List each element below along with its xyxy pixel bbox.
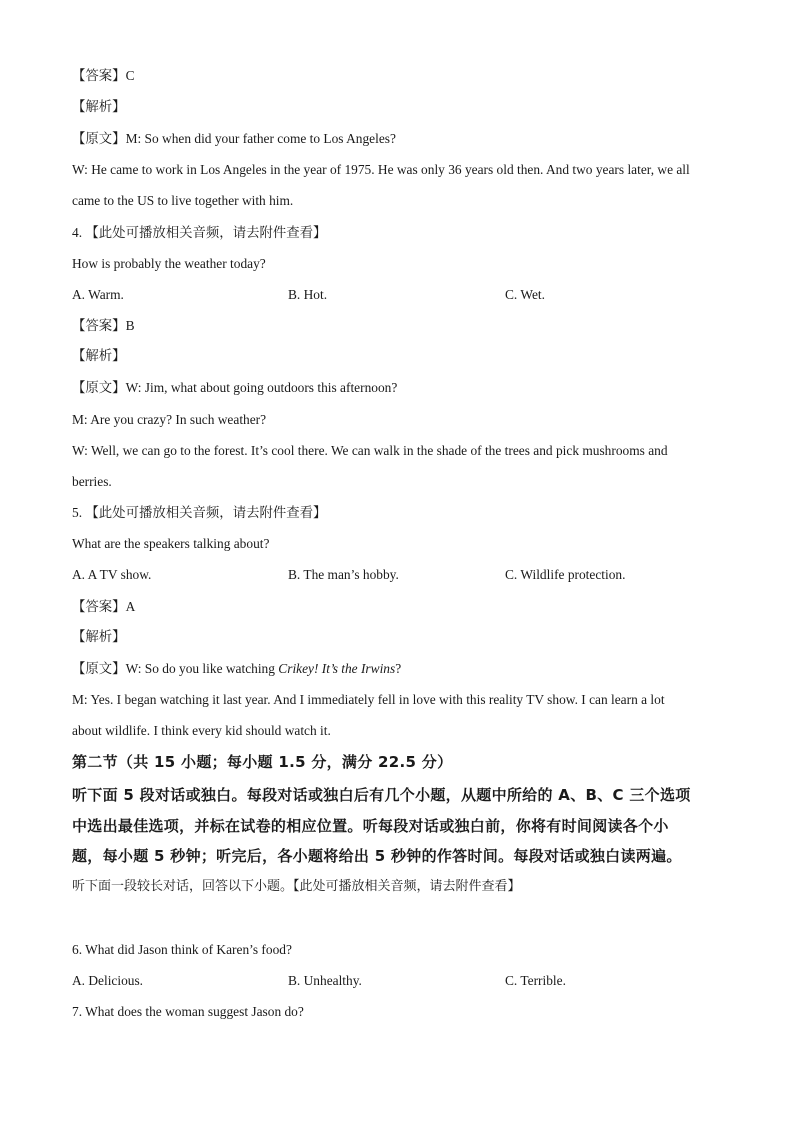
q5-header: [72, 504, 732, 523]
q4-analysis-label: 【解析】: [72, 349, 126, 364]
q5-option-b: B. The man’s hobby.: [288, 567, 399, 582]
question-number: 4.: [72, 225, 83, 240]
transcript-text-pre: W: So do you like watching: [125, 661, 279, 676]
transcript-text: M: So when did your father come to Los Angeles?: [125, 131, 396, 146]
q4-transcript-line-3: W: Well, we can go to the forest. It’s cool there. We can walk in the shade of the trees and pick mushrooms and: [72, 443, 668, 458]
q4-question: How is probably the weather today?: [72, 256, 266, 271]
q7-question: 7. What does the woman suggest Jason do?: [72, 1004, 304, 1019]
show-title: Crikey! It’s the Irwins: [278, 661, 396, 676]
section-instruction-line-2: 中选出最佳选项，并标在试卷的相应位置。听每段对话或独白前，你将有时间阅读各个小: [72, 817, 669, 835]
q6-option-c: C. Terrible.: [505, 973, 566, 988]
q4-transcript-line-1: [72, 379, 732, 398]
q5-transcript-line-1: [72, 660, 732, 679]
q5-answer: [72, 598, 732, 617]
answer-label: 【答案】: [72, 600, 126, 615]
q4-answer: [72, 317, 732, 336]
q6-question: 6. What did Jason think of Karen’s food?: [72, 942, 292, 957]
q5-question: What are the speakers talking about?: [72, 536, 270, 551]
answer-label: 【答案】: [72, 69, 126, 84]
section-heading: 第二节（共 15 小题；每小题 1.5 分，满分 22.5 分）: [72, 753, 453, 771]
transcript-text: W: Jim, what about going outdoors this afternoon?: [125, 380, 398, 395]
q3-answer: [72, 67, 732, 86]
q5-transcript-line-3: about wildlife. I think every kid should watch it.: [72, 723, 331, 738]
q4-transcript-line-4: berries.: [72, 474, 112, 489]
transcript-label: 【原文】: [72, 132, 126, 147]
q6-option-b: B. Unhealthy.: [288, 973, 362, 988]
answer-value: C: [125, 68, 135, 83]
section-instruction-line-1: 听下面 5 段对话或独白。每段对话或独白后有几个小题，从题中所给的 A、B、C 三个选项: [72, 786, 691, 804]
q4-option-b: B. Hot.: [288, 287, 328, 302]
q3-transcript-line-1: [72, 130, 732, 149]
answer-value: B: [125, 318, 135, 333]
answer-value: A: [125, 599, 136, 614]
transcript-text-post: ?: [395, 661, 402, 676]
q5-option-a: A. A TV show.: [72, 567, 152, 582]
section-instruction-line-3: 题，每小题 5 秒钟；听完后，各小题将给出 5 秒钟的作答时间。每段对话或独白读两遍。: [72, 847, 682, 865]
q5-transcript-line-2: M: Yes. I began watching it last year. And I immediately fell in love with this reality TV show. I can learn a lot: [72, 692, 665, 707]
q4-option-a: A. Warm.: [72, 287, 124, 302]
q3-transcript-line-2: W: He came to work in Los Angeles in the year of 1975. He was only 36 years old then. And two years later, we all: [72, 162, 690, 177]
transcript-label: 【原文】: [72, 662, 126, 677]
audio-note: 【此处可播放相关音频，请去附件查看】: [85, 226, 327, 241]
q3-transcript-line-3: came to the US to live together with him.: [72, 193, 294, 208]
q5-option-c: C. Wildlife protection.: [505, 567, 626, 582]
q3-analysis-label: 【解析】: [72, 100, 126, 115]
q4-option-c: C. Wet.: [505, 287, 545, 302]
q4-header: [72, 224, 732, 243]
q6-option-a: A. Delicious.: [72, 973, 144, 988]
section-intro: 听下面一段较长对话，回答以下小题。【此处可播放相关音频，请去附件查看】: [72, 879, 521, 894]
answer-label: 【答案】: [72, 319, 126, 334]
q4-transcript-line-2: M: Are you crazy? In such weather?: [72, 412, 267, 427]
q5-analysis-label: 【解析】: [72, 630, 126, 645]
audio-note: 【此处可播放相关音频，请去附件查看】: [85, 506, 327, 521]
question-number: 5.: [72, 505, 83, 520]
transcript-label: 【原文】: [72, 381, 126, 396]
